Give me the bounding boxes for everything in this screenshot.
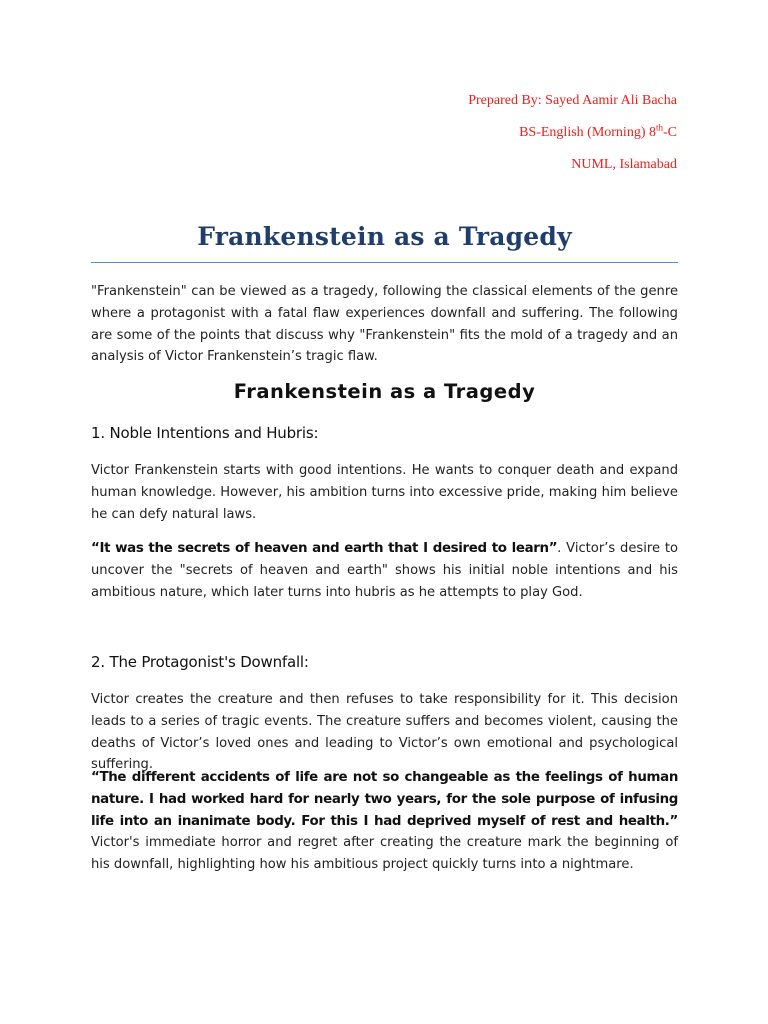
program-superscript: th xyxy=(655,122,663,133)
section-2-quote-comment: Victor's immediate horror and regret after creating the creature mark the beginning of his downfall, highlighting how his ambitious project quickly turns into a nightmare. xyxy=(91,835,678,873)
prepared-by: Prepared By: Sayed Aamir Ali Bacha xyxy=(468,93,677,108)
section-heading-2: 2. The Protagonist's Downfall: xyxy=(91,653,309,671)
section-1-quote: “It was the secrets of heaven and earth that I desired to learn” xyxy=(91,541,558,556)
section-heading-1: 1. Noble Intentions and Hubris: xyxy=(91,424,319,442)
program-suffix: -C xyxy=(663,125,677,140)
author-header xyxy=(468,90,677,186)
section-2-body: Victor creates the creature and then refuses to take responsibility for it. This decision leads to a series of tragic events. The creature suffers and becomes violent, causing the deaths of Victor’s loved ones and leading to Victor’s own emotional and psychological suffering. xyxy=(91,692,678,773)
institution: NUML, Islamabad xyxy=(571,157,677,172)
document-title: Frankenstein as a Tragedy xyxy=(197,222,572,251)
section-1-quote-paragraph xyxy=(91,538,678,603)
section-1-body: Victor Frankenstein starts with good intentions. He wants to conquer death and expand human knowledge. However, his ambition turns into excessive pride, making him believe he can defy natural laws. xyxy=(91,463,678,522)
program-line xyxy=(468,122,677,154)
section-2-quote-paragraph xyxy=(91,767,678,876)
section-subtitle: Frankenstein as a Tragedy xyxy=(233,380,536,403)
program-prefix: BS-English (Morning) 8 xyxy=(519,125,656,140)
section-2-quote: “The different accidents of life are not so changeable as the feelings of human nature. I had worked hard for nearly two years, for the sole purpose of infusing life into an inanimate body. For this I had deprived myself of rest and health.” xyxy=(91,770,678,829)
intro-paragraph: "Frankenstein" can be viewed as a tragedy, following the classical elements of the genre where a protagonist with a fatal flaw experiences downfall and suffering. The following are some of the points that discuss why "Frankenstein" fits the mold of a tragedy and an analysis of Victor Frankenstein’s tragic flaw. xyxy=(91,284,678,365)
title-underline xyxy=(91,262,678,263)
section-1-quote-comment: . Victor’s desire to uncover the "secrets of heaven and earth" shows his initial noble intentions and his ambitious nature, which later turns into hubris as he attempts to play God. xyxy=(91,541,678,600)
